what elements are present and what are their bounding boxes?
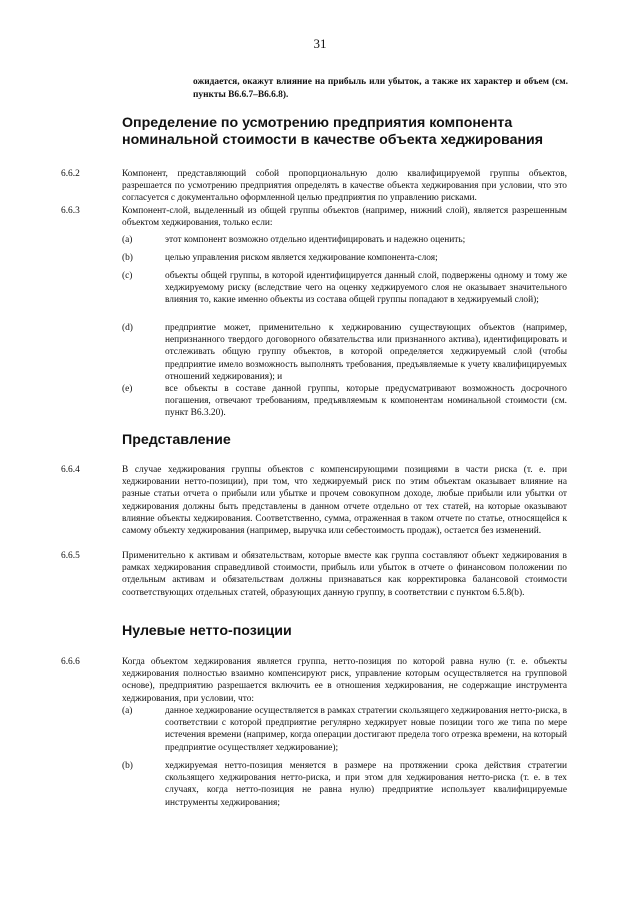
- paragraph-text: Когда объектом хеджирования является группа, нетто-позиция по которой равна нулю (т. е. объекты хеджирования полностью взаимно компенсируют риск, управление которым осуществляется на групповой основе), предприятию разрешается включить ее в отношения хеджирования, не содержащие инструмента хеджирования, при условии, что:: [122, 657, 567, 704]
- paragraph-text: Компонент, представляющий собой пропорциональную долю квалифицируемой группы объектов, разрешается по усмотрению предприятия определять в качестве объекта хеджирования при условии, что это согласуется с документально оформленной целью предприятия по управлению рисками.: [122, 169, 567, 204]
- item-text: предприятие может, применительно к хеджированию существующих объектов (например, непризнанного твердого договорного обязательства или признанного актива), идентифицировать и отслеживать общую группу объектов, в которой определяется хеджируемый слой (чтобы предприятие имело возможность выполнять требования, предъявляемые к учету квалифицируемых отношений хеджирования); и: [165, 323, 567, 382]
- item-text: все объекты в составе данной группы, которые предусматривают возможность досрочного погашения, отвечают требованиям, предъявляемым к компонентам номинальной стоимости (см. пункт В6.3.20).: [165, 384, 567, 419]
- paragraph-6-6-4: [61, 464, 567, 537]
- paragraph-text: Применительно к активам и обязательствам, которые вместе как группа составляют объект хеджирования в рамках хеджирования справедливой стоимости, прибыль или убыток в отчете о финансовом положении по отдельным активам и обязательствам должны признаваться как корректировка балансовой стоимости соответствующих отдельных статей, образующих данную группу, в соответствии с пунктом 6.5.8(b).: [122, 551, 567, 598]
- list-item-e: [122, 383, 567, 420]
- item-label: (a): [122, 706, 133, 716]
- heading-zero-net-positions: Нулевые нетто-позиции: [122, 623, 292, 639]
- item-label: (b): [122, 253, 133, 263]
- list-item-a: [122, 234, 567, 246]
- list-item-a-zero: [122, 705, 567, 754]
- item-label: (d): [122, 323, 133, 333]
- heading-presentation: Представление: [122, 432, 231, 448]
- item-label: (e): [122, 384, 133, 394]
- paragraph-text: В случае хеджирования группы объектов с компенсирующими позициями в части риска (т. е. при хеджировании нетто-позиции), при том, что хеджируемый риск по этим объектам оказывает влияние на разные статьи отчета о прибыли или убытке и прочем совокупном доходе, любые прибыли или убытки от хеджирования должны быть представлены в данном отчете отдельно от тех статей, на которые оказывают влияние объекты хеджирования. Соответственно, сумма, отраженная в таком отчете по статье, относящейся к самому объекту хеджирования (например, выручка или себестоимость продаж), остается без изменений.: [122, 465, 567, 537]
- paragraph-number: 6.6.2: [61, 169, 80, 179]
- paragraph-text: Компонент-слой, выделенный из общей группы объектов (например, нижний слой), является разрешенным объектом хеджирования, только если:: [122, 206, 567, 229]
- paragraph-6-6-5: [61, 550, 567, 599]
- heading-component-designation: Определение по усмотрению предприятия компонента номинальной стоимости в качестве объекта хеджирования: [122, 115, 544, 148]
- list-item-b: [122, 252, 567, 264]
- item-text: данное хеджирование осуществляется в рамках стратегии скользящего хеджирования нетто-риска, в соответствии с которой предприятие регулярно хеджирует новые позиции того же типа по мере истечения времени (например, когда операции достигают предела того отрезка времени, на который предприятие осуществляет хеджирование);: [165, 706, 567, 753]
- item-label: (c): [122, 271, 133, 281]
- item-text: этот компонент возможно отдельно идентифицировать и надежно оценить;: [165, 235, 466, 245]
- item-text: целью управления риском является хеджирование компонента-слоя;: [165, 253, 438, 263]
- paragraph-6-6-2: [61, 168, 567, 205]
- paragraph-number: 6.6.3: [61, 206, 80, 216]
- item-text: объекты общей группы, в которой идентифицируется данный слой, подвержены одному и тому же хеджируемому риску (вследствие чего на оценку хеджируемого слоя не оказывает значительного влияния то, какие именно объекты из состава общей группы попадают в хеджируемый слой);: [165, 271, 567, 306]
- list-item-b-zero: [122, 760, 567, 809]
- paragraph-6-6-3: [61, 205, 567, 229]
- item-label: (a): [122, 235, 133, 245]
- paragraph-6-6-6: [61, 656, 567, 705]
- item-label: (b): [122, 761, 133, 771]
- paragraph-number: 6.6.5: [61, 551, 80, 561]
- intro-text: ожидается, окажут влияние на прибыль или убыток, а также их характер и объем (см. пункты В6.6.7–В6.6.8).: [193, 77, 568, 100]
- list-item-c: [122, 270, 567, 307]
- paragraph-number: 6.6.4: [61, 465, 80, 475]
- paragraph-number: 6.6.6: [61, 657, 80, 667]
- list-item-d: [122, 322, 567, 383]
- item-text: хеджируемая нетто-позиция меняется в размере на протяжении срока действия стратегии скользящего хеджирования нетто-риска, и при этом для хеджирования нетто-риска (т. е. в тех случаях, когда нетто-позиция не равна нулю) предприятие использует квалифицируемые инструменты хеджирования;: [165, 761, 567, 808]
- page-number: 31: [313, 36, 327, 51]
